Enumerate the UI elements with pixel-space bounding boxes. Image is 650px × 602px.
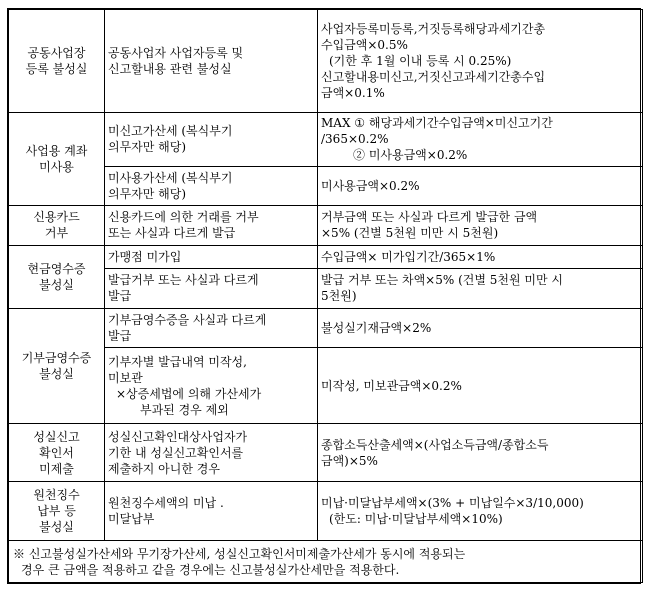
penalty-cell: 미작성, 미보관금액×0.2% — [318, 348, 643, 423]
category-cell: 성실신고 확인서 미제출 — [9, 423, 105, 482]
category-cell: 공동사업장 등록 불성실 — [9, 10, 105, 113]
penalty-cell: 사업자등록미등록,거짓등록해당과세기간총 수입금액×0.5% (기한 후 1월 이내 등록 시 0.25%) 신고할내용미신고,거짓신고과세기간총수입 금액×0.1% — [318, 10, 643, 113]
penalty-cell: MAX ① 해당과세기간수입금액×미신고기간 /365×0.2% ② 미사용금액×0.2% — [318, 112, 643, 166]
category-cell: 기부금영수증 불성실 — [9, 308, 105, 423]
table-row — [9, 205, 643, 245]
table-row — [9, 245, 643, 268]
description-cell: 공동사업자 사업자등록 및 신고할내용 관련 불성실 — [105, 10, 318, 113]
table-row — [9, 112, 643, 166]
description-cell: 미신고가산세 (복식부기 의무자만 해당) — [105, 112, 318, 166]
table-row — [9, 541, 643, 583]
description-cell: 미사용가산세 (복식부기 의무자만 해당) — [105, 167, 318, 206]
penalty-cell: 미납·미달납부세액×(3% + 미납일수×3/10,000) (한도: 미납·미달납부세액×10%) — [318, 482, 643, 541]
penalty-cell: 미사용금액×0.2% — [318, 167, 643, 206]
footnote: ※ 신고불성실가산세와 무기장가산세, 성실신고확인서미제출가산세가 동시에 적용되는 경우 큰 금액을 적용하고 같을 경우에는 신고불성실가산세만을 적용한다. — [9, 541, 643, 583]
penalty-cell: 수입금액× 미가입기간/365×1% — [318, 245, 643, 268]
description-cell: 성실신고확인대상사업자가 기한 내 성실신고확인서를 제출하지 아니한 경우 — [105, 423, 318, 482]
description-cell: 발급거부 또는 사실과 다르게 발급 — [105, 268, 318, 308]
table-row — [9, 482, 643, 541]
description-cell: 신용카드에 의한 거래를 거부 또는 사실과 다르게 발급 — [105, 205, 318, 245]
table-row — [9, 308, 643, 348]
description-cell: 기부금영수증을 사실과 다르게 발급 — [105, 308, 318, 348]
table-row — [9, 348, 643, 423]
penalty-cell: 종합소득산출세액×(사업소득금액/종합소득 금액)×5% — [318, 423, 643, 482]
table-row — [9, 10, 643, 113]
penalty-table — [7, 8, 641, 584]
table-row — [9, 268, 643, 308]
penalty-cell: 발급 거부 또는 차액×5% (건별 5천원 미만 시 5천원) — [318, 268, 643, 308]
penalty-cell: 거부금액 또는 사실과 다르게 발급한 금액 ×5% (건별 5천원 미만 시 5천원) — [318, 205, 643, 245]
category-cell: 현금영수증 불성실 — [9, 245, 105, 308]
penalty-cell: 불성실기재금액×2% — [318, 308, 643, 348]
category-cell: 사업용 계좌 미사용 — [9, 112, 105, 205]
category-cell: 원천징수 납부 등 불성실 — [9, 482, 105, 541]
description-cell: 기부자별 발급내역 미작성, 미보관 ×상증세법에 의해 가산세가 부과된 경우 제외 — [105, 348, 318, 423]
description-cell: 원천징수세액의 미납 . 미달납부 — [105, 482, 318, 541]
category-cell: 신용카드 거부 — [9, 205, 105, 245]
description-cell: 가맹점 미가입 — [105, 245, 318, 268]
table-row — [9, 167, 643, 206]
table-row — [9, 423, 643, 482]
